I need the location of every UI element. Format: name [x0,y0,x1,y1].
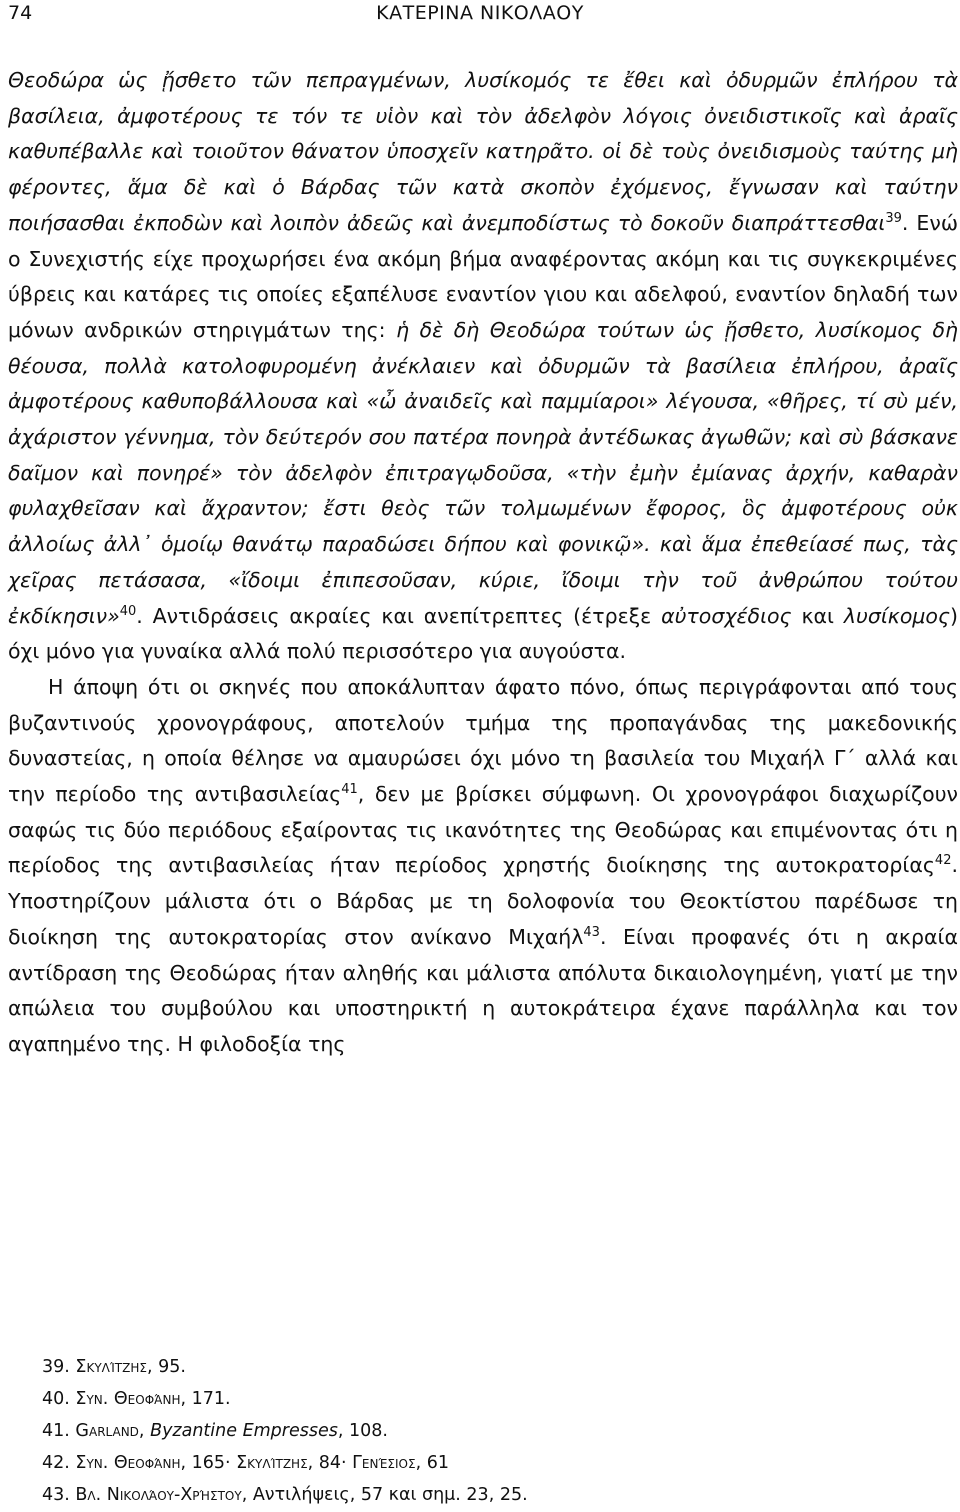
page-number: 74 [8,2,33,24]
footnote-number: 43. [42,1485,70,1505]
footnote-text: , 108. [337,1421,388,1441]
greek-quote: ἡ δὲ δὴ Θεοδώρα τούτων ὡς ᾔσθετο, λυσίκομος δὴ θέουσα, πολλὰ κατολοφυρομένη ἀνέκλαιεν καὶ ὀδυρμῶν τὰ βασίλεια ἐπλήρου, ἀραῖς ἀμφοτέρους καθυποβάλλουσα καὶ «ὦ ἀναιδεῖς καὶ παμμίαροι» λέγουσα, «θῆρες, τί σὺ μέν, ἀχάριστον γέννημα, τὸν δεύτερόν σου πατέρα πονηρὰ ἀντέδωκας ἀγωθῶν; καὶ σὺ βάσκανε δαῖμον καὶ πονηρέ» τὸν ἀδελφὸν ἐπιτραγῳδοῦσα, «τὴν ἐμὴν ἐμίανας ἀρχήν, καθαρὰν φυλαχθεῖσαν καὶ ἄχραντον; ἔστι θεὸς τῶν τολμωμένων ἔφορος, ὃς ἀμφοτέρους οὐκ ἀλλοίως ἀλλ᾽ ὁμοίῳ θανάτῳ παραδώσει δήπου καὶ φονικῷ». καὶ ἅμα ἐπεθείασέ πως, τὰς χεῖρας πετάσασα, «ἴδοιμι ἐπιπεσοῦσαν, κύριε, ἴδοιμι τὴν τοῦ ἀνθρώπου τούτου ἐκδίκησιν» [8,317,959,628]
footnote-source: Σκυλίτζης [75,1357,147,1377]
running-title: ΚΑΤΕΡΙΝΑ ΝΙΚΟΛΑΟΥ [376,2,584,24]
body-text [8,63,958,1063]
greek-quote: Θεοδώρα ὡς ᾔσθετο τῶν πεπραγμένων, λυσίκομός τε ἔθει καὶ ὀδυρμῶν ἐπλήρου τὰ βασίλεια, ἀμφοτέρους τε τόν τε υἱὸν καὶ τὸν ἀδελφὸν λόγοις ὀνειδιστικοῖς καὶ ἀραῖς καθυπέβαλλε καὶ τοιοῦτον θάνατον ὑποσχεῖν κατηρᾶτο. οἱ δὲ τοὺς ὀνειδισμοὺς ταύτης μὴ φέροντες, ἅμα δὲ καὶ ὁ Βάρδας τῶν κατὰ σκοπὸν ἐχόμενος, ἔγνωσαν καὶ ταύτην ποιήσασθαι ἐκποδὼν καὶ λοιπὸν ἀδεῶς καὶ ἀνεμποδίστως τὸ δοκοῦν διαπράττεσθαι [8,68,958,235]
footnote-source: Garland [75,1421,139,1441]
footnote [42,1351,942,1383]
footnote-text: , [138,1421,151,1441]
footnote-text: , 95. [146,1357,186,1377]
paragraph-text: ) όχι μόνο για γυναίκα αλλά πολύ περισσότερο για αυγούστα. [8,603,958,664]
page-header [0,0,960,30]
greek-term: λυσίκομος [843,603,950,628]
paragraph-text: Η άποψη ότι οι σκηνές που αποκάλυπταν άφατο πόνο, όπως περιγράφονται από τους βυζαντινούς χρονογράφους, αποτελούν τμήμα της προπαγάνδας της μακεδονικής δυναστείας, η οποία θέλησε να αμαυρώσει όχι μόνο τη βασιλεία του Μιχαήλ Γ΄ αλλά και την περίοδο της αντιβασιλείας [8,674,958,807]
paragraph-text: , δεν με βρίσκει σύμφωνη. Οι χρονογράφοι διαχωρίζουν σαφώς τις δύο περιόδους εξαίροντας τις ικανότητες της Θεοδώρας και επιμένοντας ότι η περίοδος της αντιβασιλείας ήταν περίοδος χρηστής διοίκησης της αυτοκρατορίας [8,782,959,878]
paragraph-text: . Αντιδράσεις ακραίες και ανεπίτρεπτες (έτρεξε [136,603,662,628]
footnote-source: Βλ. Νικολάου-Χρήστου [75,1485,242,1505]
footnote-number: 39. [42,1357,70,1377]
footnotes [42,1351,942,1511]
paragraph-text: . Ενώ ο Συνεχιστής είχε προχωρήσει ένα ακόμη βήμα αναφέροντας ακόμη και τις συγκεκριμένες ύβρεις και κατάρες τις οποίες εξαπέλυσε εναντίον γιου και αδελφού, εναντίον δηλαδή των μόνων ανδρικών στηριγμάτων της: [8,210,958,342]
paragraph-2 [8,670,958,1063]
footnote-ref-41: 41 [341,782,358,798]
footnote-source: Συν. Θεοφάνη [75,1453,181,1473]
footnote-source: Συν. Θεοφάνη [75,1389,181,1409]
footnote-text: , 57 και σημ. 23, 25. [349,1485,528,1505]
greek-term: αὐτοσχέδιος [661,603,792,628]
footnote-number: 40. [42,1389,70,1409]
footnote-ref-42: 42 [934,853,952,869]
footnote-text: , 84· Γενέσιος, 61 [307,1453,449,1473]
footnote-source: Σκυλίτζης [236,1453,308,1473]
footnote-number: 42. [42,1453,70,1473]
paragraph-text: και [791,603,844,628]
footnote-ref-40: 40 [119,603,137,619]
footnote-text: , 165· [180,1453,237,1473]
footnote-title: Byzantine Empresses [150,1421,338,1441]
footnote-text: , 171. [180,1389,231,1409]
footnote-text: , [241,1485,253,1505]
footnote [42,1479,942,1511]
footnote-ref-39: 39 [885,210,902,226]
footnote-ref-43: 43 [583,924,600,940]
paragraph-text: . Υποστηρίζουν μάλιστα ότι ο Βάρδας με τη δολοφονία του Θεοκτίστου παρέδωσε τη διοίκηση της αυτοκρατορίας στον ανίκανο Μιχαήλ [8,853,958,949]
footnote-number: 41. [42,1421,70,1441]
footnote [42,1415,942,1447]
footnote-title: Αντιλήψεις [252,1485,350,1505]
footnote [42,1383,942,1415]
paragraph-1 [8,63,958,670]
footnote [42,1447,942,1479]
paragraph-text: . Είναι προφανές ότι η ακραία αντίδραση της Θεοδώρας ήταν αληθής και μάλιστα απόλυτα δικαιολογημένη, γιατί με την απώλεια του συμβούλου και υποστηρικτή η αυτοκράτειρα έχανε παράλληλα και τον αγαπημένο της. Η φιλοδοξία της [8,924,958,1056]
